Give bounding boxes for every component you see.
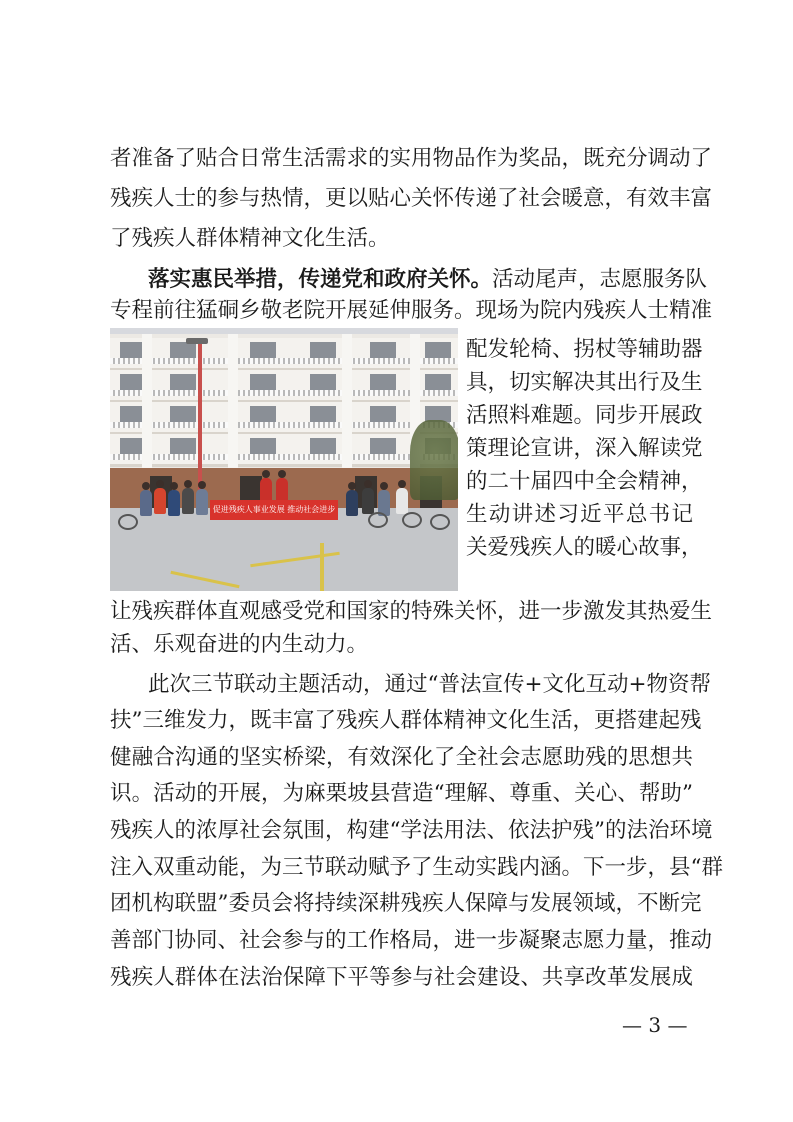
text-line: 活照料难题。同步开展政 [466,403,703,428]
text-line: 识。活动的开展，为麻栗坡县营造“理解、尊重、关心、帮助” [110,781,693,806]
text-line: 者准备了贴合日常生活需求的实用物品作为奖品，既充分调动了 [110,146,713,171]
text-line: 关爱残疾人的暖心故事， [466,535,703,560]
text-line: 的二十届四中全会精神， [466,469,703,494]
text-line: 此次三节联动主题活动，通过“普法宣传+文化互动+物资帮 [148,672,712,697]
red-banner: 促进残疾人事业发展 推动社会进步 [210,500,338,520]
text-line: 生动讲述习近平总书记 [466,502,693,527]
text-line: 残疾人的浓厚社会氛围，构建“学法用法、依法护残”的法治环境 [110,818,713,843]
text-line: 残疾人群体在法治保障下平等参与社会建设、共享改革发展成 [110,965,693,990]
page-number: — 3 — [622,1013,688,1037]
text-line: 专程前往猛硐乡敬老院开展延伸服务。现场为院内残疾人士精准 [110,298,713,323]
text-line: 残疾人士的参与热情，更以贴心关怀传递了社会暖意，有效丰富 [110,186,713,211]
section-heading: 落实惠民举措，传递党和政府关怀。 [148,267,493,292]
text-line: 注入双重动能，为三节联动赋予了生动实践内涵。下一步，县“群 [110,855,723,880]
text-line: 善部门协同、社会参与的工作格局，进一步凝聚志愿力量，推动 [110,928,713,953]
text-line: 了残疾人群体精神文化生活。 [110,226,390,251]
text-span: 活动尾声，志愿服务队 [492,267,708,292]
text-line: 活、乐观奋进的内生动力。 [110,632,369,657]
text-line: 健融合沟通的坚实桥梁，有效深化了全社会志愿助残的思想共 [110,745,693,770]
text-line: 扶”三维发力，既丰富了残疾人群体精神文化生活，更搭建起残 [110,708,702,733]
text-line: 团机构联盟”委员会将持续深耕残疾人保障与发展领域，不断完 [110,891,702,916]
text-line: 让残疾群体直观感受党和国家的特殊关怀，进一步激发其热爱生 [110,599,713,624]
text-line: 策理论宣讲，深入解读党 [466,436,703,461]
event-photo [110,328,458,591]
text-line: 配发轮椅、拐杖等辅助器 [466,337,703,362]
text-line: 具，切实解决其出行及生 [466,370,703,395]
